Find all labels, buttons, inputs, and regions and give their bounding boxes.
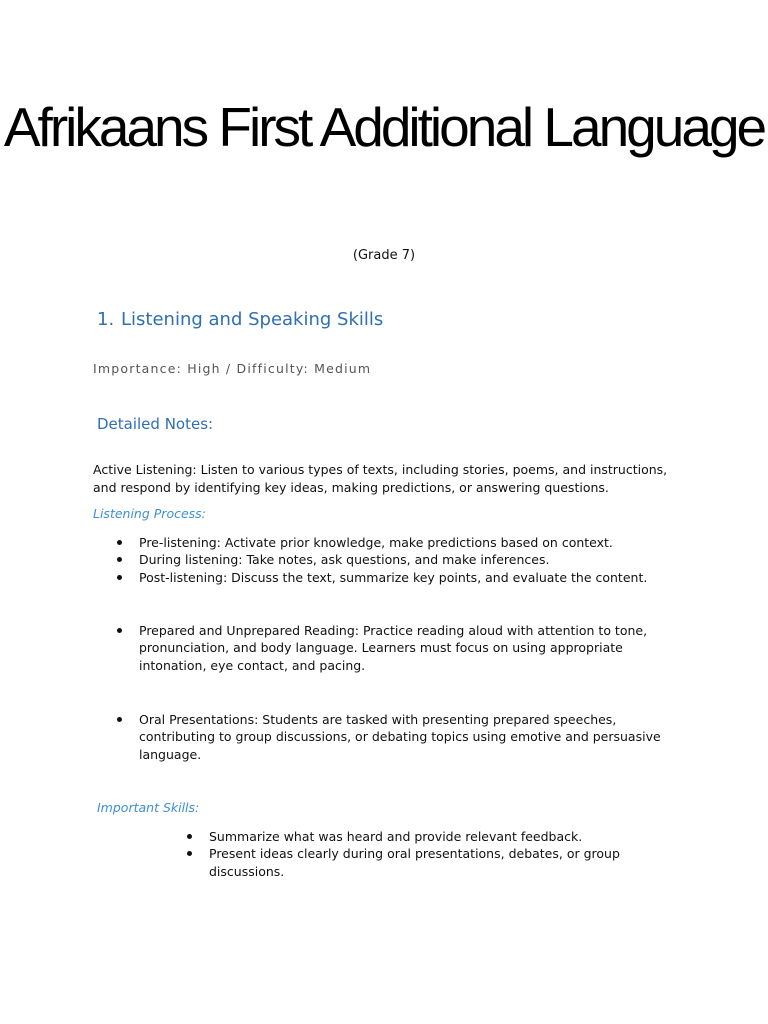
- reading-list: [116, 622, 656, 674]
- importance-rating: Importance: High / Difficulty: Medium: [93, 361, 372, 376]
- list-item: Present ideas clearly during oral presentations, debates, or group discussions.: [186, 845, 656, 880]
- active-listening-paragraph: Active Listening: Listen to various types of texts, including stories, poems, and instructions, and respond by identifying key ideas, making predictions, or answering questions.: [93, 462, 668, 495]
- list-item: Pre-listening: Activate prior knowledge, make predictions based on context.: [116, 534, 696, 551]
- list-item: Post-listening: Discuss the text, summarize key points, and evaluate the content.: [116, 569, 696, 586]
- listening-process-list: [116, 534, 696, 586]
- section-title: Listening and Speaking Skills: [121, 309, 384, 330]
- list-item: Oral Presentations: Students are tasked with presenting prepared speeches, contributing to group discussions, or debating topics using emotive and persuasive language.: [116, 711, 676, 763]
- list-item: Prepared and Unprepared Reading: Practice reading aloud with attention to tone, pronunciation, and body language. Learners must focus on using appropriate intonation, eye contact, and pacing.: [116, 622, 656, 674]
- important-skills-label: Important Skills:: [97, 800, 200, 815]
- list-item: During listening: Take notes, ask questions, and make inferences.: [116, 551, 696, 568]
- document-title: Afrikaans First Additional Language: [3, 96, 765, 158]
- detailed-notes-heading: Detailed Notes:: [97, 415, 214, 433]
- list-item: Summarize what was heard and provide relevant feedback.: [186, 828, 656, 845]
- listening-process-label: Listening Process:: [93, 506, 206, 521]
- section-heading: [97, 309, 383, 331]
- grade-label: (Grade 7): [352, 248, 416, 263]
- section-number: 1.: [97, 309, 115, 330]
- important-skills-list: [186, 828, 656, 880]
- presentations-list: [116, 711, 676, 763]
